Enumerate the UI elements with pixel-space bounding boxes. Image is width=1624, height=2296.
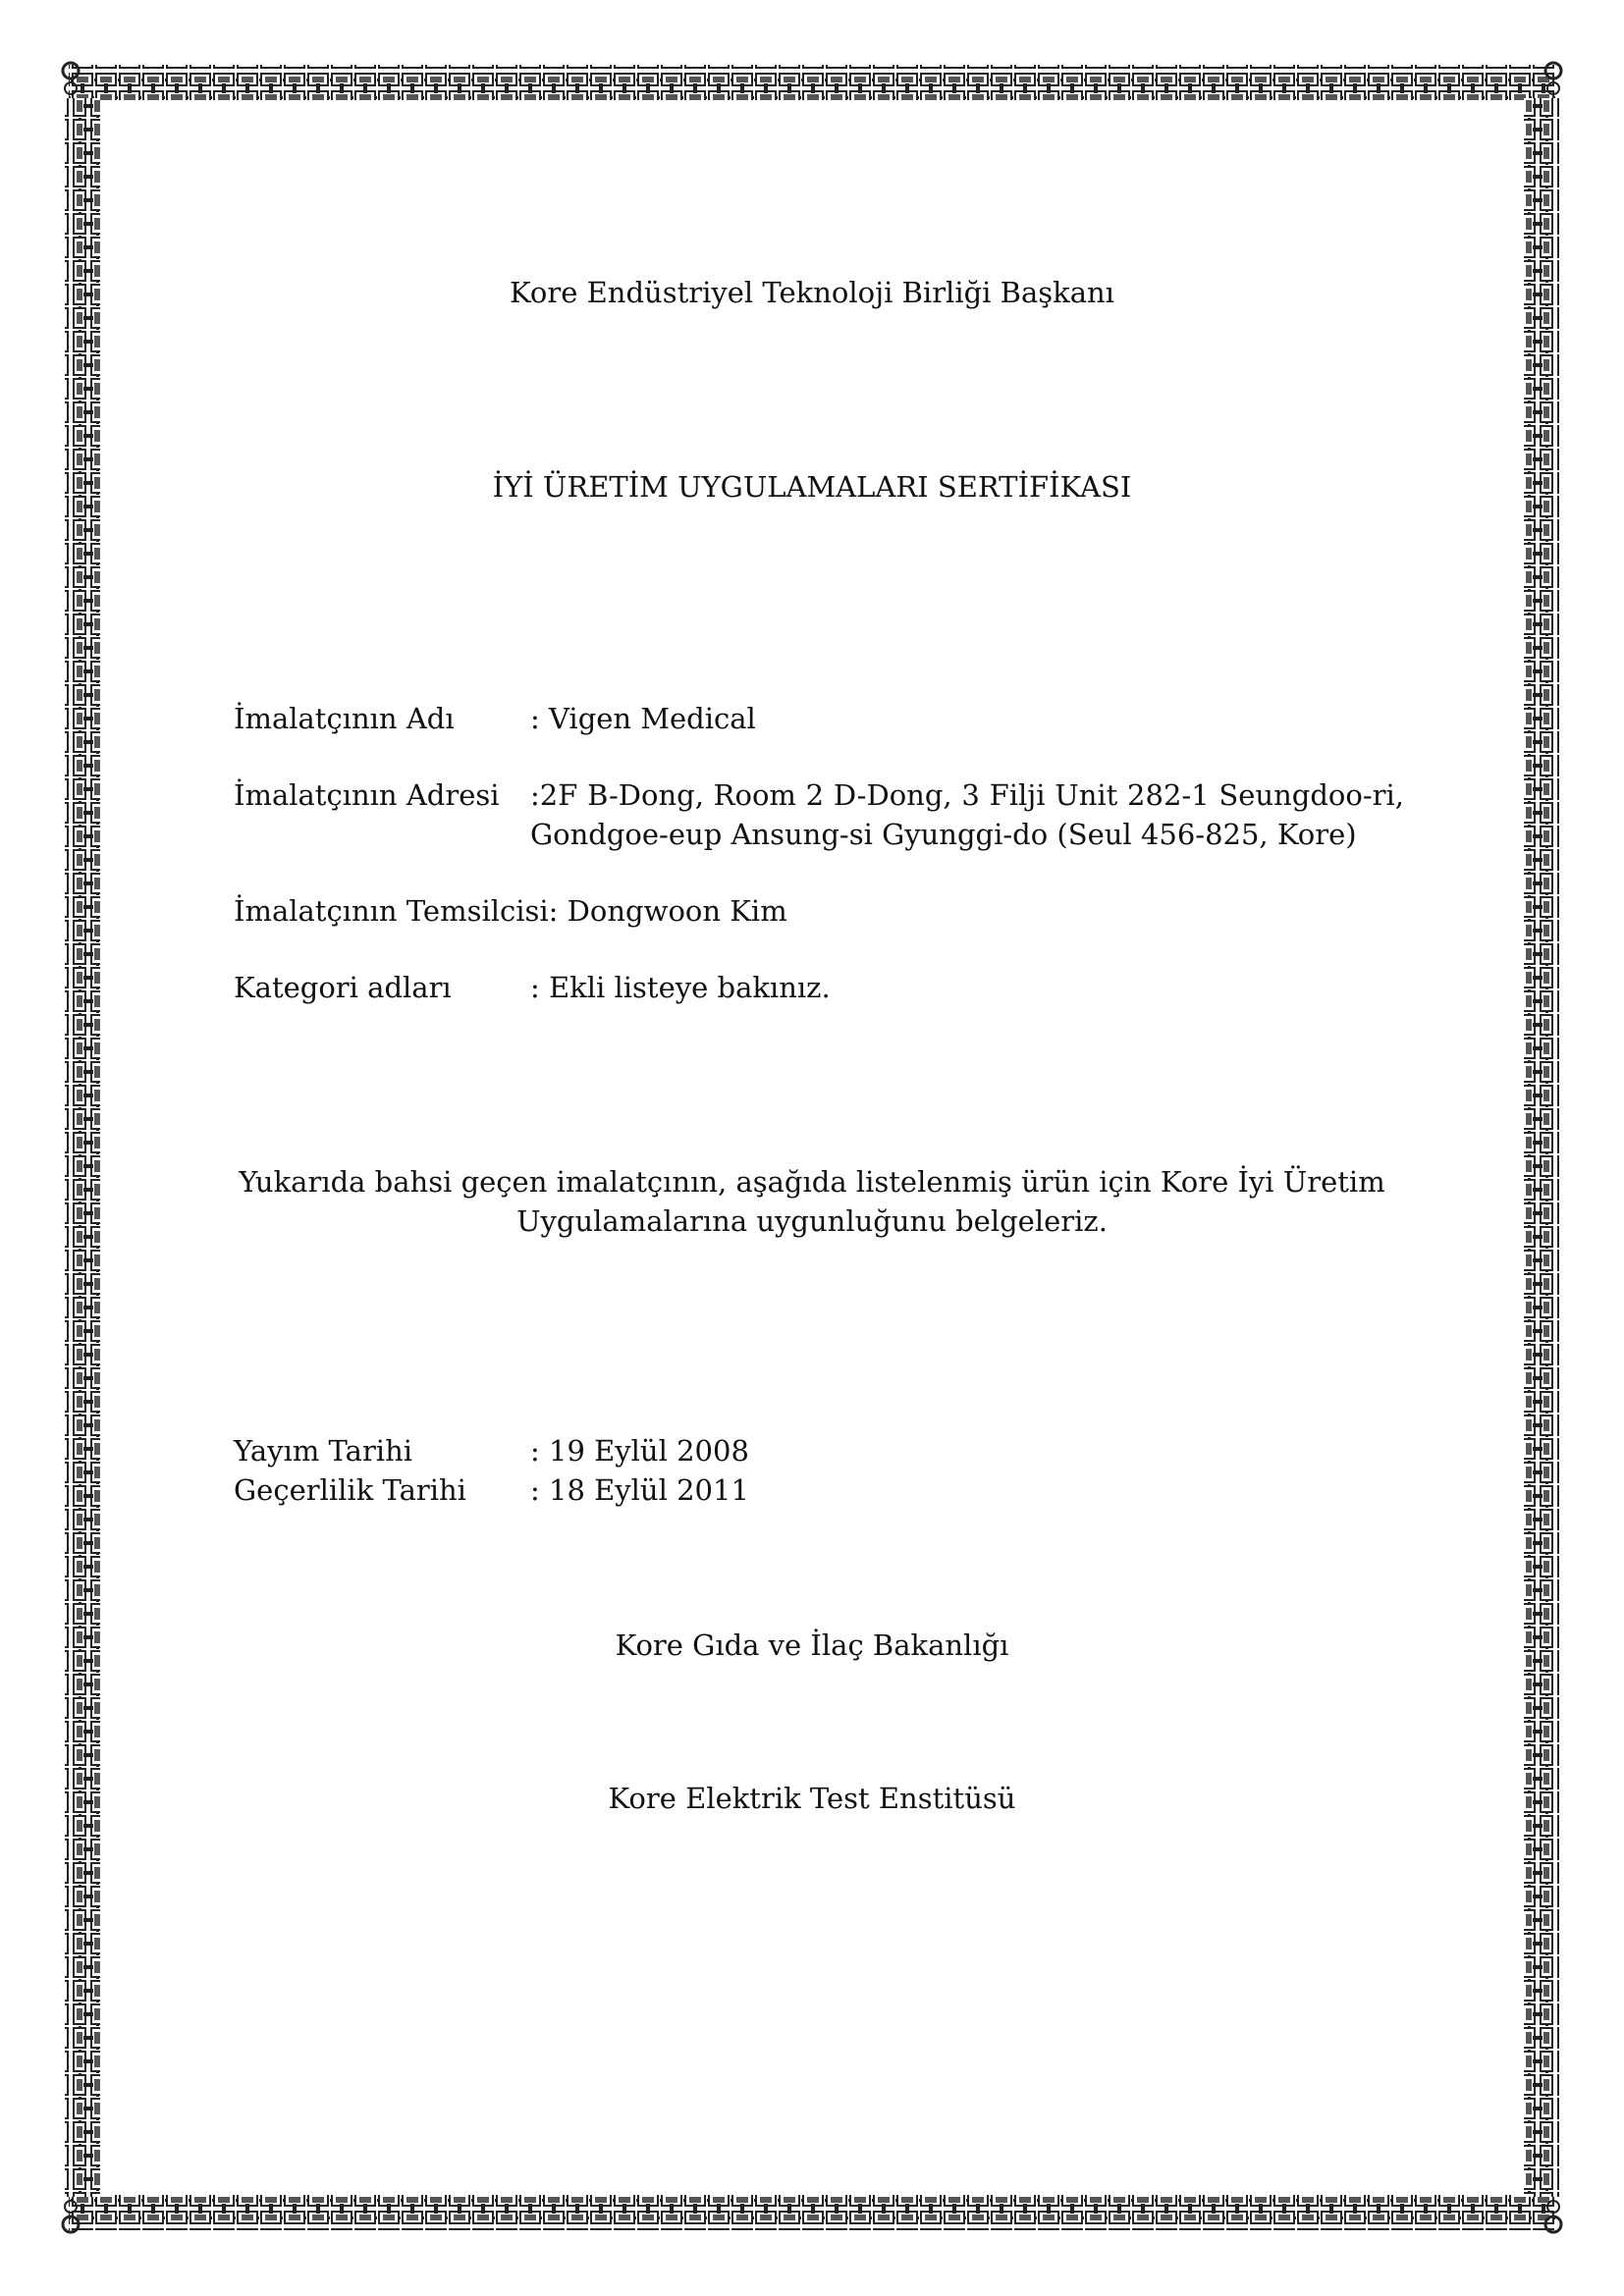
expiry-date-label: Geçerlilik Tarihi [234, 1473, 466, 1507]
category-label: Kategori adları [234, 971, 452, 1004]
category-value: : Ekli listeye bakınız. [530, 971, 831, 1004]
manufacturer-address-line2: Gondgoe-eup Ansung-si Gyunggi-do (Seul 456-825, Kore) [530, 818, 1357, 851]
certificate-title: İYİ ÜRETİM UYGULAMALARI SERTİFİKASI [492, 470, 1132, 504]
issue-date-value: : 19 Eylül 2008 [530, 1434, 749, 1468]
statement-line-1: Yukarıda bahsi geçen imalatçının, aşağıda listelenmiş ürün için Kore İyi Üretim [239, 1165, 1385, 1199]
manufacturer-name-value: : Vigen Medical [530, 702, 756, 735]
issue-date-label: Yayım Tarihi [234, 1434, 413, 1468]
manufacturer-address-label: İmalatçının Adresi [234, 778, 500, 812]
institute-name: Kore Elektrik Test Enstitüsü [608, 1782, 1016, 1815]
manufacturer-representative: İmalatçının Temsilcisi: Dongwoon Kim [234, 894, 787, 928]
statement-line-2: Uygulamalarına uygunluğunu belgeleriz. [516, 1204, 1108, 1238]
ministry-name: Kore Gıda ve İlaç Bakanlığı [615, 1629, 1009, 1662]
issuer-heading: Kore Endüstriyel Teknoloji Birliği Başkanı [510, 276, 1114, 309]
manufacturer-address-line1: :2F B-Dong, Room 2 D-Dong, 3 Filji Unit 282-1 Seungdoo-ri, [530, 778, 1404, 812]
manufacturer-name-label: İmalatçının Adı [234, 702, 455, 735]
expiry-date-value: : 18 Eylül 2011 [530, 1473, 749, 1507]
